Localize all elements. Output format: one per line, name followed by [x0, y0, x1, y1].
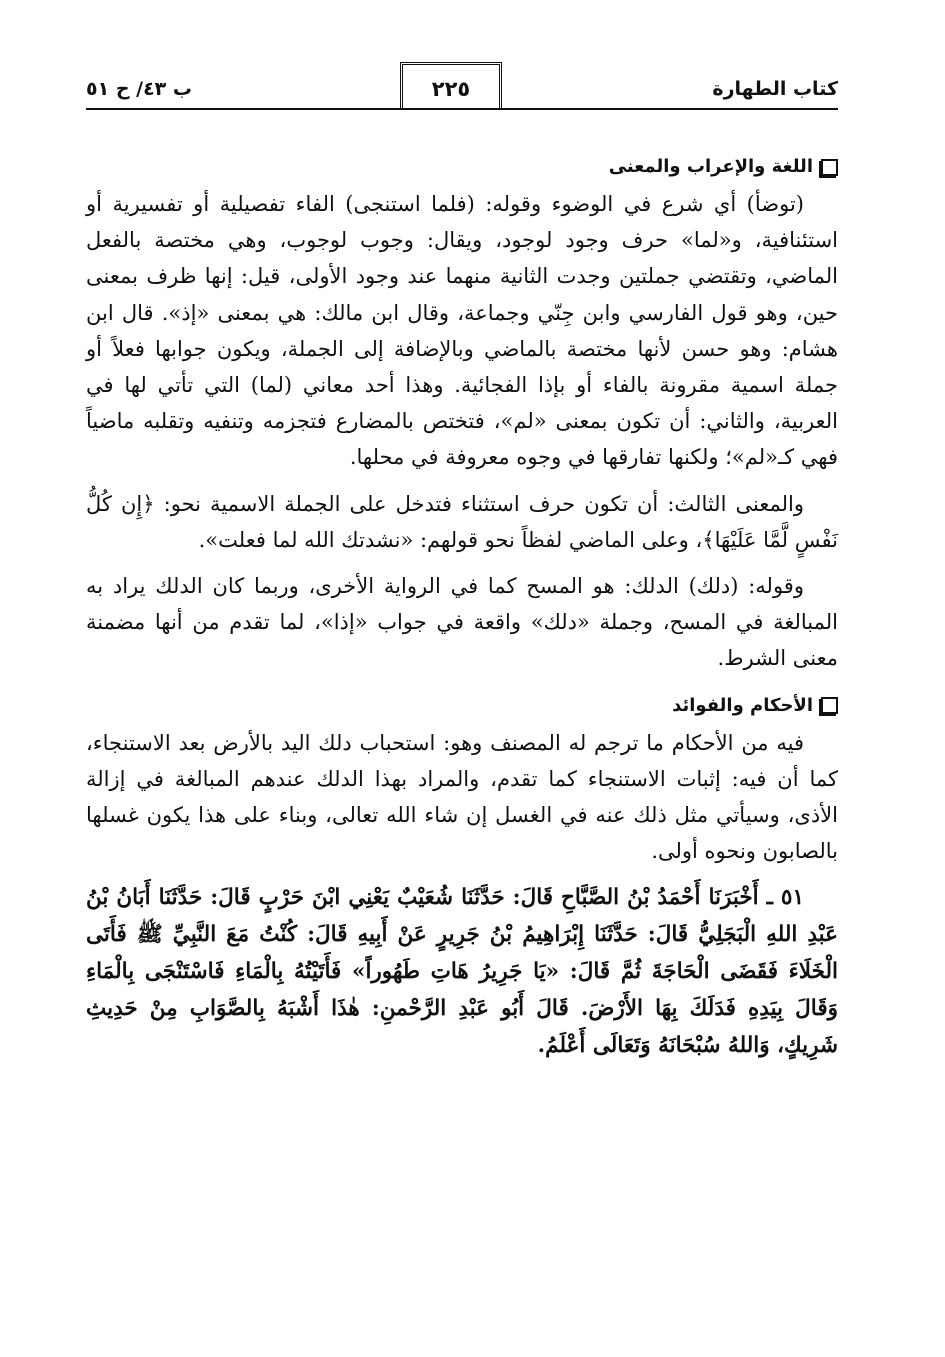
section-heading-text: اللغة والإعراب والمعنى — [608, 156, 813, 177]
header-divider — [86, 108, 838, 110]
paragraph: وقوله: (دلك) الدلك: هو المسح كما في الرواية الأخرى، وربما كان الدلك يراد به المبالغة في المسح، وجملة «دلك» واقعة في جواب «إذا»، لما تقدم من أنها مضمنة معنى الشرط. — [86, 574, 838, 671]
paragraph: (توضأ) أي شرع في الوضوء وقوله: (فلما استنجى) الفاء تفصيلية أو تفسيرية أو استئنافية، و«لما» حرف وجود لوجود، ويقال: وجوب لوجوب، وهي مختصة بالفعل الماضي، وتقتضي جملتين وجدت الثانية منهما عند وجود الأولى، قيل: إنها ظرف بمعنى حين، وهو قول الفارسي وابن جِنّي وجماعة، وقال ابن مالك: هي بمعنى «إذ». قال ابن هشام: وهو حسن لأنها مختصة بالماضي وبالإضافة إلى الجملة، ويكون جوابها فعلاً أو جملة اسمية مقرونة بالفاء أو بإذا الفجائية. وهذا أحد معاني (لما) التي تأتي لها في العربية، والثاني: أن تكون بمعنى «لم»، فتختص بالمضارع فتجزمه وتنفيه وتقلبه ماضياً فهي كـ«لم»؛ ولكنها تفارقها في وجوه معروفة في محلها. — [86, 192, 838, 470]
section-heading-rulings — [86, 691, 838, 721]
book-page — [86, 62, 838, 1070]
checkbox-square-icon — [821, 159, 838, 176]
book-title: كتاب الطهارة — [712, 78, 838, 100]
section-heading-text: الأحكام والفوائد — [672, 694, 813, 716]
page-number — [400, 62, 502, 108]
chapter-hadith-reference: ب ٤٣/ ح ٥١ — [86, 78, 192, 100]
page-number-text: ٢٢٥ — [431, 77, 471, 101]
paragraph: والمعنى الثالث: أن تكون حرف استثناء فتدخل على الجملة الاسمية نحو: ﴿إِن كُلُّ نَفْسٍ لَّمَّا عَلَيْهَا﴾، وعلى الماضي لفظاً نحو قولهم: «نشدتك الله لما فعلت». — [86, 491, 838, 552]
checkbox-square-icon — [821, 697, 838, 714]
page-header — [86, 62, 838, 112]
section-heading-language — [86, 152, 838, 182]
hadith-text: ٥١ ـ أَخْبَرَنَا أَحْمَدُ بْنُ الصَّبَّاحِ قَالَ: حَدَّثَنَا شُعَيْبٌ يَعْنِي ابْنَ حَرْبٍ قَالَ: حَدَّثَنَا أَبَانُ بْنُ عَبْدِ اللهِ الْبَجَلِيُّ قَالَ: حَدَّثَنَا إِبْرَاهِيمُ بْنُ جَرِيرٍ عَنْ أَبِيهِ قَالَ: كُنْتُ مَعَ النَّبِيِّ ﷺ فَأَتَى الْخَلَاءَ فَقَضَى الْحَاجَةَ ثُمَّ قَالَ: «يَا جَرِيرُ هَاتِ طَهُوراً» فَأَتَيْتُهُ بِالْمَاءِ فَاسْتَنْجَى بِالْمَاءِ وَقَالَ بِيَدِهِ فَدَلَكَ بِهَا الأَرْضَ. قَالَ أَبُو عَبْدِ الرَّحْمنِ: هٰذَا أَشْبَهُ بِالصَّوَابِ مِنْ حَدِيثِ شَرِيكٍ، وَاللهُ سُبْحَانَهُ وَتَعَالَى أَعْلَمُ. — [86, 885, 838, 1059]
paragraph: فيه من الأحكام ما ترجم له المصنف وهو: استحباب دلك اليد بالأرض بعد الاستنجاء، كما أن فيه: إثبات الاستنجاء كما تقدم، والمراد بهذا الدلك عندهم المبالغة في إزالة الأذى، وسيأتي مثل ذلك عنه في الغسل إن شاء الله تعالى، وبناء على هذا يكون غسلها بالصابون ونحوه أولى. — [86, 730, 838, 864]
